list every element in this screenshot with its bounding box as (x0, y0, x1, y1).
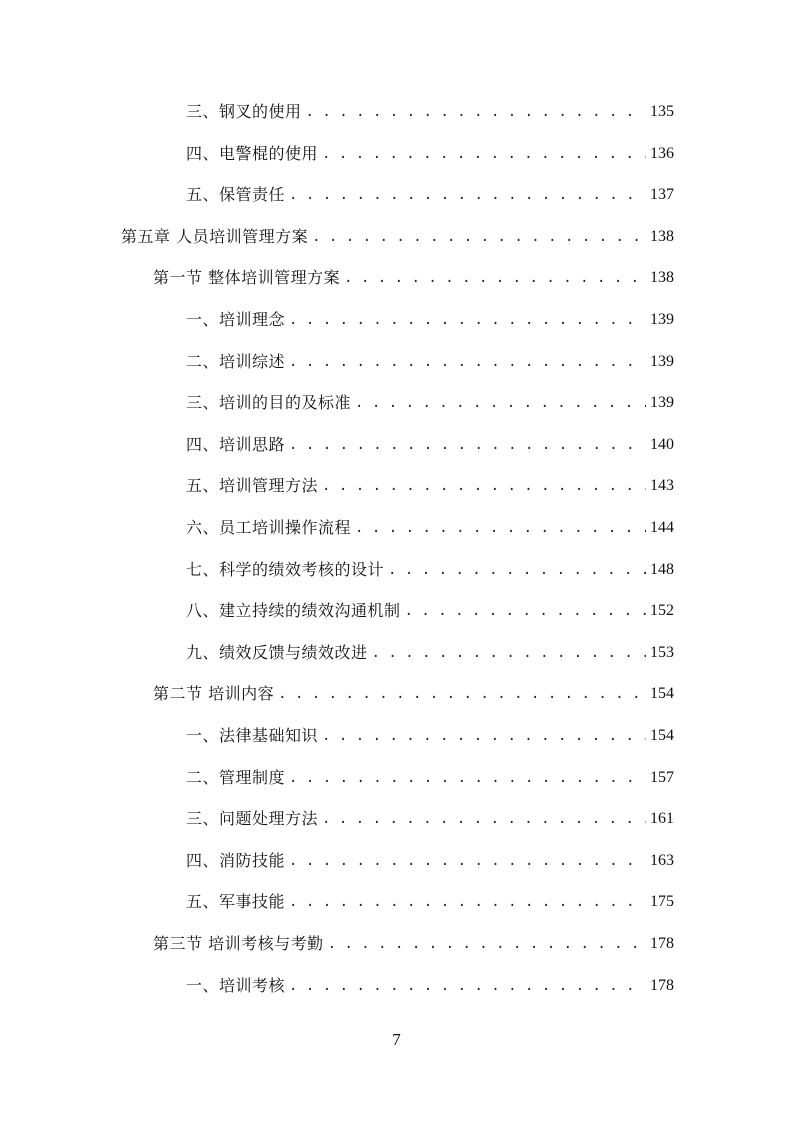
dot-leader (278, 679, 646, 709)
toc-entry-page: 148 (650, 560, 674, 578)
dot-leader (405, 596, 646, 626)
toc-entry-page: 154 (650, 685, 674, 703)
dot-leader (388, 555, 646, 585)
toc-entry-title: 第三节 培训考核与考勤 (153, 934, 324, 953)
toc-entry-title: 三、培训的目的及标准 (186, 393, 352, 413)
toc-entry-item[interactable] (186, 139, 674, 169)
dot-leader (289, 305, 646, 335)
toc-entry-item[interactable] (186, 846, 674, 876)
toc-entry-page: 136 (650, 144, 674, 162)
dot-leader (355, 388, 646, 418)
toc-entry-item[interactable] (186, 971, 674, 1001)
toc-entry-page: 153 (650, 643, 674, 661)
dot-leader (328, 929, 646, 959)
toc-entry-title: 三、钢叉的使用 (186, 102, 302, 121)
toc-entry-item[interactable] (186, 430, 674, 460)
toc-entry-title: 第一节 整体培训管理方案 (153, 268, 341, 288)
toc-entry-item[interactable] (186, 180, 674, 210)
dot-leader (312, 222, 646, 252)
dot-leader (289, 846, 646, 876)
dot-leader (322, 139, 646, 169)
toc-entry-title: 五、军事技能 (186, 892, 286, 912)
toc-entry-page: 140 (650, 435, 674, 453)
dot-leader (289, 763, 646, 793)
toc-entry-item[interactable] (186, 638, 674, 668)
toc-entry-item[interactable] (186, 388, 674, 418)
dot-leader (289, 971, 646, 1001)
dot-leader (289, 430, 646, 460)
toc-entry-item[interactable] (186, 763, 674, 793)
dot-leader (306, 97, 646, 127)
toc-entry-title: 第二节 培训内容 (153, 684, 275, 704)
dot-leader (372, 638, 646, 668)
dot-leader (322, 804, 646, 834)
toc-entry-title: 八、建立持续的绩效沟通机制 (186, 601, 401, 621)
toc-entry-title: 九、绩效反馈与绩效改进 (186, 642, 368, 662)
toc-entry-title: 一、法律基础知识 (186, 726, 319, 745)
toc-entry-title: 二、管理制度 (186, 767, 286, 787)
toc-entry-page: 178 (650, 935, 674, 952)
toc-entry-title: 一、培训考核 (186, 975, 286, 995)
toc-entry-page: 175 (650, 893, 674, 911)
toc-entry-page: 154 (650, 727, 674, 744)
toc-entry-title: 四、电警棍的使用 (186, 143, 319, 163)
toc-entry-item[interactable] (186, 305, 674, 335)
toc-entry-chapter[interactable] (121, 222, 674, 252)
toc-entry-title: 三、问题处理方法 (186, 809, 319, 829)
toc-entry-item[interactable] (186, 721, 674, 751)
toc-entry-item[interactable] (186, 347, 674, 377)
toc-entry-title: 二、培训综述 (186, 351, 286, 371)
toc-entry-page: 138 (650, 269, 674, 287)
dot-leader (344, 263, 646, 293)
toc-entry-title: 七、科学的绩效考核的设计 (186, 559, 385, 579)
toc-entry-section[interactable] (153, 929, 674, 959)
page-number: 7 (392, 1030, 401, 1049)
toc-entry-item[interactable] (186, 97, 674, 127)
toc-entry-page: 157 (650, 768, 674, 786)
toc-entry-page: 144 (650, 519, 674, 536)
toc-entry-title: 五、保管责任 (186, 185, 286, 205)
dot-leader (289, 180, 646, 210)
toc-entry-item[interactable] (186, 596, 674, 626)
toc-entry-page: 143 (650, 477, 674, 495)
toc-entry-item[interactable] (186, 555, 674, 585)
toc-entry-page: 161 (650, 810, 674, 828)
toc-entry-title: 四、消防技能 (186, 850, 286, 870)
toc-entry-title: 第五章 人员培训管理方案 (121, 226, 309, 246)
toc-entry-section[interactable] (153, 679, 674, 709)
toc-entry-item[interactable] (186, 471, 674, 501)
toc-entry-page: 137 (650, 186, 674, 204)
toc-entry-item[interactable] (186, 513, 674, 543)
dot-leader (355, 513, 646, 543)
toc-entry-page: 152 (650, 602, 674, 620)
toc-entry-page: 139 (650, 394, 674, 412)
dot-leader (289, 347, 646, 377)
toc-entry-page: 139 (650, 352, 674, 370)
toc-entry-page: 139 (650, 311, 674, 328)
toc-entry-title: 一、培训理念 (186, 310, 286, 329)
toc-entry-item[interactable] (186, 887, 674, 917)
toc-entry-page: 178 (650, 976, 674, 994)
toc-entry-page: 163 (650, 851, 674, 869)
toc-entry-title: 五、培训管理方法 (186, 476, 319, 496)
toc-entry-item[interactable] (186, 804, 674, 834)
dot-leader (289, 887, 646, 917)
toc-entry-section[interactable] (153, 263, 674, 293)
dot-leader (322, 471, 646, 501)
toc-entry-title: 四、培训思路 (186, 434, 286, 454)
toc-entry-page: 138 (650, 227, 674, 245)
toc-entry-title: 六、员工培训操作流程 (186, 518, 352, 537)
toc-entry-page: 135 (650, 103, 674, 120)
dot-leader (322, 721, 646, 751)
